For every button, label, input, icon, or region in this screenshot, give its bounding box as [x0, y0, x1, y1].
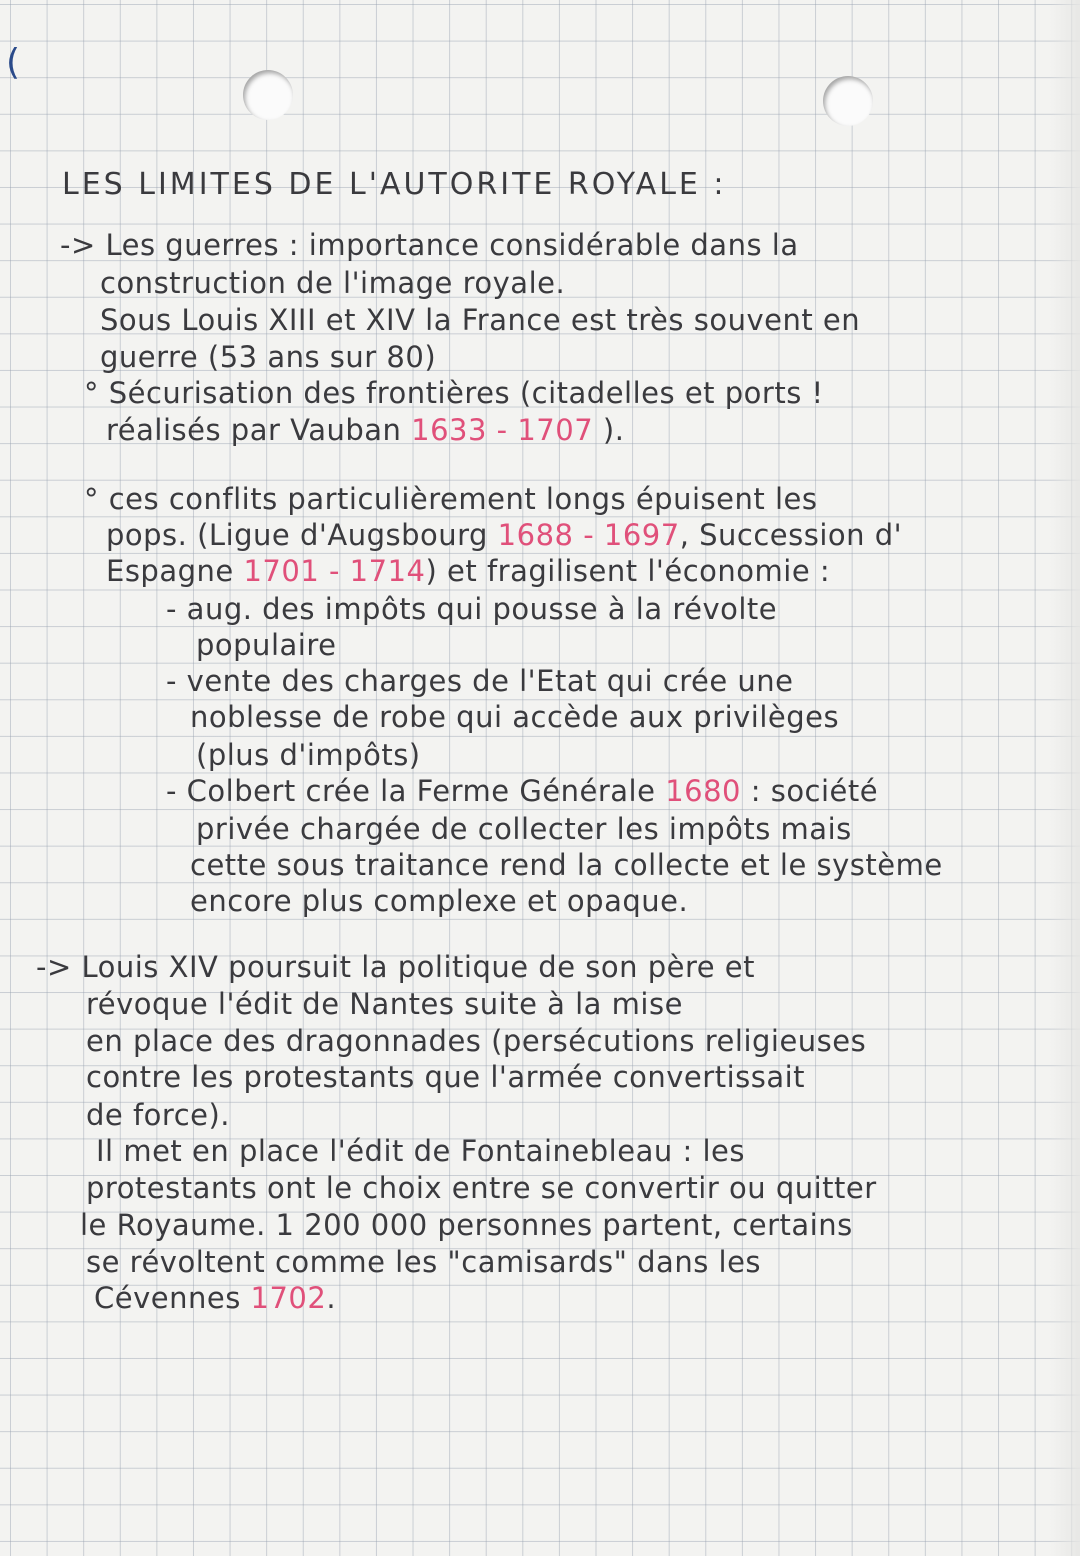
note-line — [60, 228, 799, 262]
note-text: guerre (53 ans sur 80) — [100, 340, 437, 374]
date-highlight: 1702 — [250, 1281, 327, 1315]
note-text: - aug. des impôts qui pousse à la révolte — [166, 592, 778, 626]
note-line — [84, 482, 817, 516]
note-text: (plus d'impôts) — [196, 738, 421, 772]
note-line — [86, 1171, 877, 1205]
note-text: encore plus complexe et opaque. — [190, 884, 689, 918]
note-text: , Succession d' — [679, 518, 903, 552]
page-title: LES LIMITES DE L'AUTORITE ROYALE : — [62, 167, 727, 202]
date-highlight: 1680 — [665, 774, 741, 808]
note-line — [106, 413, 624, 447]
date-highlight: 1688 - 1697 — [497, 518, 680, 552]
note-text: - Colbert crée la Ferme Générale — [166, 774, 666, 808]
page-edge — [1050, 0, 1080, 1556]
note-text: de force). — [86, 1098, 231, 1132]
note-text: Sous Louis XIII et XIV la France est très souvent en — [100, 303, 861, 337]
note-line — [86, 1024, 866, 1058]
note-line — [80, 1208, 853, 1242]
note-line — [106, 518, 902, 552]
note-text: -> Louis XIV poursuit la politique de son père et — [36, 950, 756, 984]
note-text: noblesse de robe qui accède aux privilèges — [190, 700, 840, 734]
note-line — [100, 266, 565, 300]
note-text: Espagne — [106, 554, 244, 588]
note-text: Cévennes — [94, 1281, 251, 1315]
note-text: pops. (Ligue d'Augsbourg — [106, 518, 498, 552]
note-line — [86, 1060, 805, 1094]
note-text: populaire — [196, 628, 337, 662]
note-line — [190, 848, 943, 882]
punch-hole — [823, 76, 873, 126]
margin-mark: ( — [6, 42, 21, 83]
note-text: cette sous traitance rend la collecte et le système — [190, 848, 943, 882]
date-highlight: 1701 - 1714 — [243, 554, 426, 588]
note-text: révoque l'édit de Nantes suite à la mise — [86, 987, 683, 1021]
note-line — [86, 1245, 761, 1279]
note-text: -> Les guerres : importance considérable dans la — [60, 228, 799, 262]
note-text: . — [326, 1281, 337, 1315]
note-line — [100, 340, 436, 374]
note-line — [84, 376, 824, 410]
note-text: Il met en place l'édit de Fontainebleau : les — [96, 1134, 745, 1168]
note-text: se révoltent comme les "camisards" dans les — [86, 1245, 762, 1279]
note-text: privée chargée de collecter les impôts mais — [196, 812, 852, 846]
note-line — [106, 554, 830, 588]
note-text: protestants ont le choix entre se convertir ou quitter — [86, 1171, 877, 1205]
note-line — [196, 812, 852, 846]
note-line — [100, 303, 860, 337]
note-text: le Royaume. 1 200 000 personnes partent, certains — [80, 1208, 853, 1242]
note-line — [190, 884, 688, 918]
note-line — [196, 738, 421, 772]
note-line — [36, 950, 755, 984]
note-text: - vente des charges de l'Etat qui crée une — [166, 664, 794, 698]
punch-hole — [243, 70, 293, 120]
note-text: réalisés par Vauban — [106, 413, 412, 447]
note-line — [86, 987, 683, 1021]
note-text: construction de l'image royale. — [100, 266, 566, 300]
note-text: ) et fragilisent l'économie : — [425, 554, 831, 588]
note-line — [196, 628, 336, 662]
note-text: ° Sécurisation des frontières (citadelles et ports ! — [84, 376, 824, 410]
date-highlight: 1633 - 1707 — [411, 413, 594, 447]
note-text: ). — [593, 413, 625, 447]
note-text: ° ces conflits particulièrement longs épuisent les — [84, 482, 818, 516]
note-text: contre les protestants que l'armée convertissait — [86, 1060, 806, 1094]
note-line — [94, 1281, 336, 1315]
note-line — [190, 700, 839, 734]
note-text: en place des dragonnades (persécutions religieuses — [86, 1024, 867, 1058]
note-text: : société — [741, 774, 879, 808]
note-line — [166, 774, 878, 808]
note-line — [166, 592, 777, 626]
note-line — [86, 1098, 230, 1132]
note-line — [96, 1134, 745, 1168]
note-line — [166, 664, 794, 698]
